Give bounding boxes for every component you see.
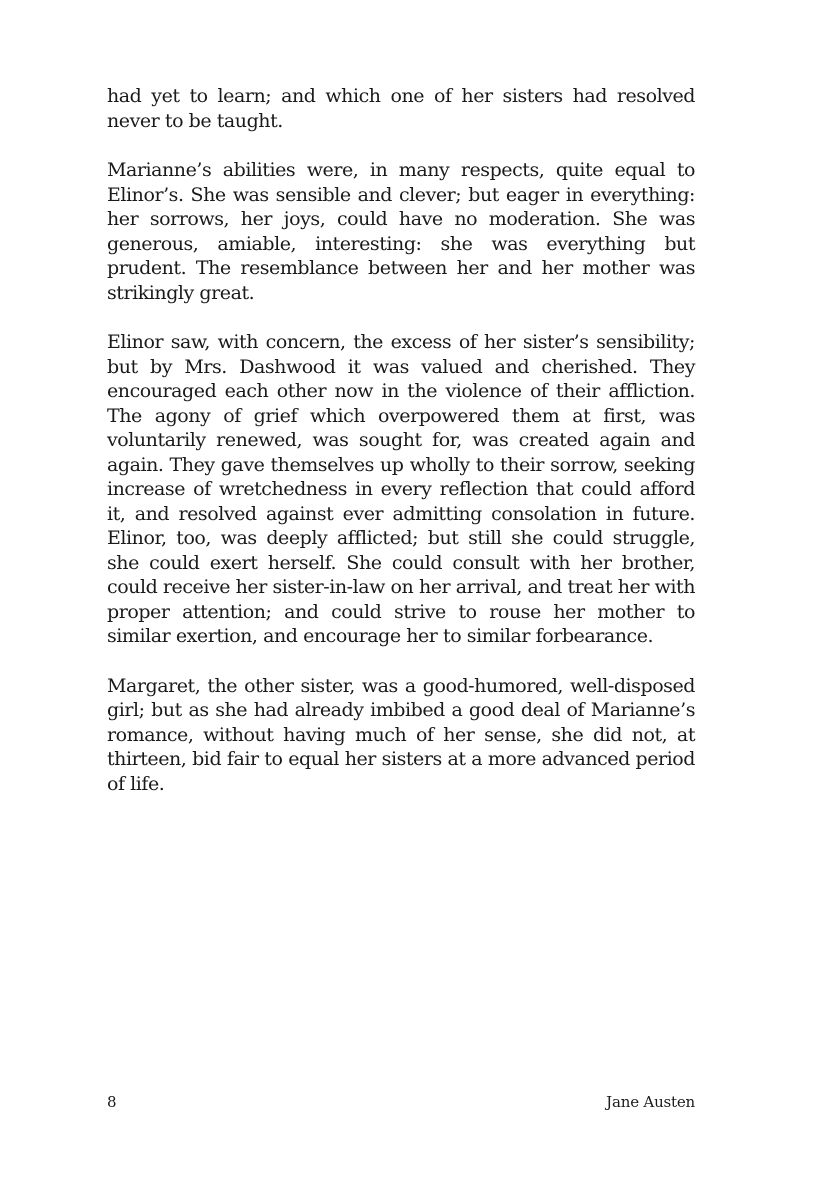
- page-footer: [107, 1093, 695, 1111]
- paragraph-1: had yet to learn; and which one of her sisters had resolved never to be taught.: [107, 85, 695, 132]
- running-footer-author: Jane Austen: [606, 1093, 695, 1111]
- paragraph-2: Marianne’s abilities were, in many respects, quite equal to Elinor’s. She was sensible and clever; but eager in everything: her sorrows, her joys, could have no moderation. She was generous, amiable, interesting: she was everything but prudent. The resemblance between her and her mother was strikingly great.: [107, 159, 695, 304]
- body-text: [107, 84, 695, 821]
- paragraph-3: Elinor saw, with concern, the excess of her sister’s sensibility; but by Mrs. Dashwood it was valued and cherished. They encouraged each other now in the violence of their affliction. The agony of grief which overpowered them at first, was voluntarily renewed, was sought for, was created again and again. They gave themselves up wholly to their sorrow, seeking increase of wretchedness in every reflection that could afford it, and resolved against ever admitting consolation in future. Elinor, too, was deeply afflicted; but still she could struggle, she could exert herself. She could consult with her brother, could receive her sister-in-law on her arrival, and treat her with proper attention; and could strive to rouse her mother to similar exertion, and encourage her to similar forbearance.: [107, 331, 695, 647]
- paragraph-4: Margaret, the other sister, was a good-humored, well-disposed girl; but as she had already imbibed a good deal of Marianne’s romance, without having much of her sense, she did not, at thirteen, bid fair to equal her sisters at a more advanced period of life.: [107, 674, 695, 795]
- page-number: 8: [107, 1093, 117, 1111]
